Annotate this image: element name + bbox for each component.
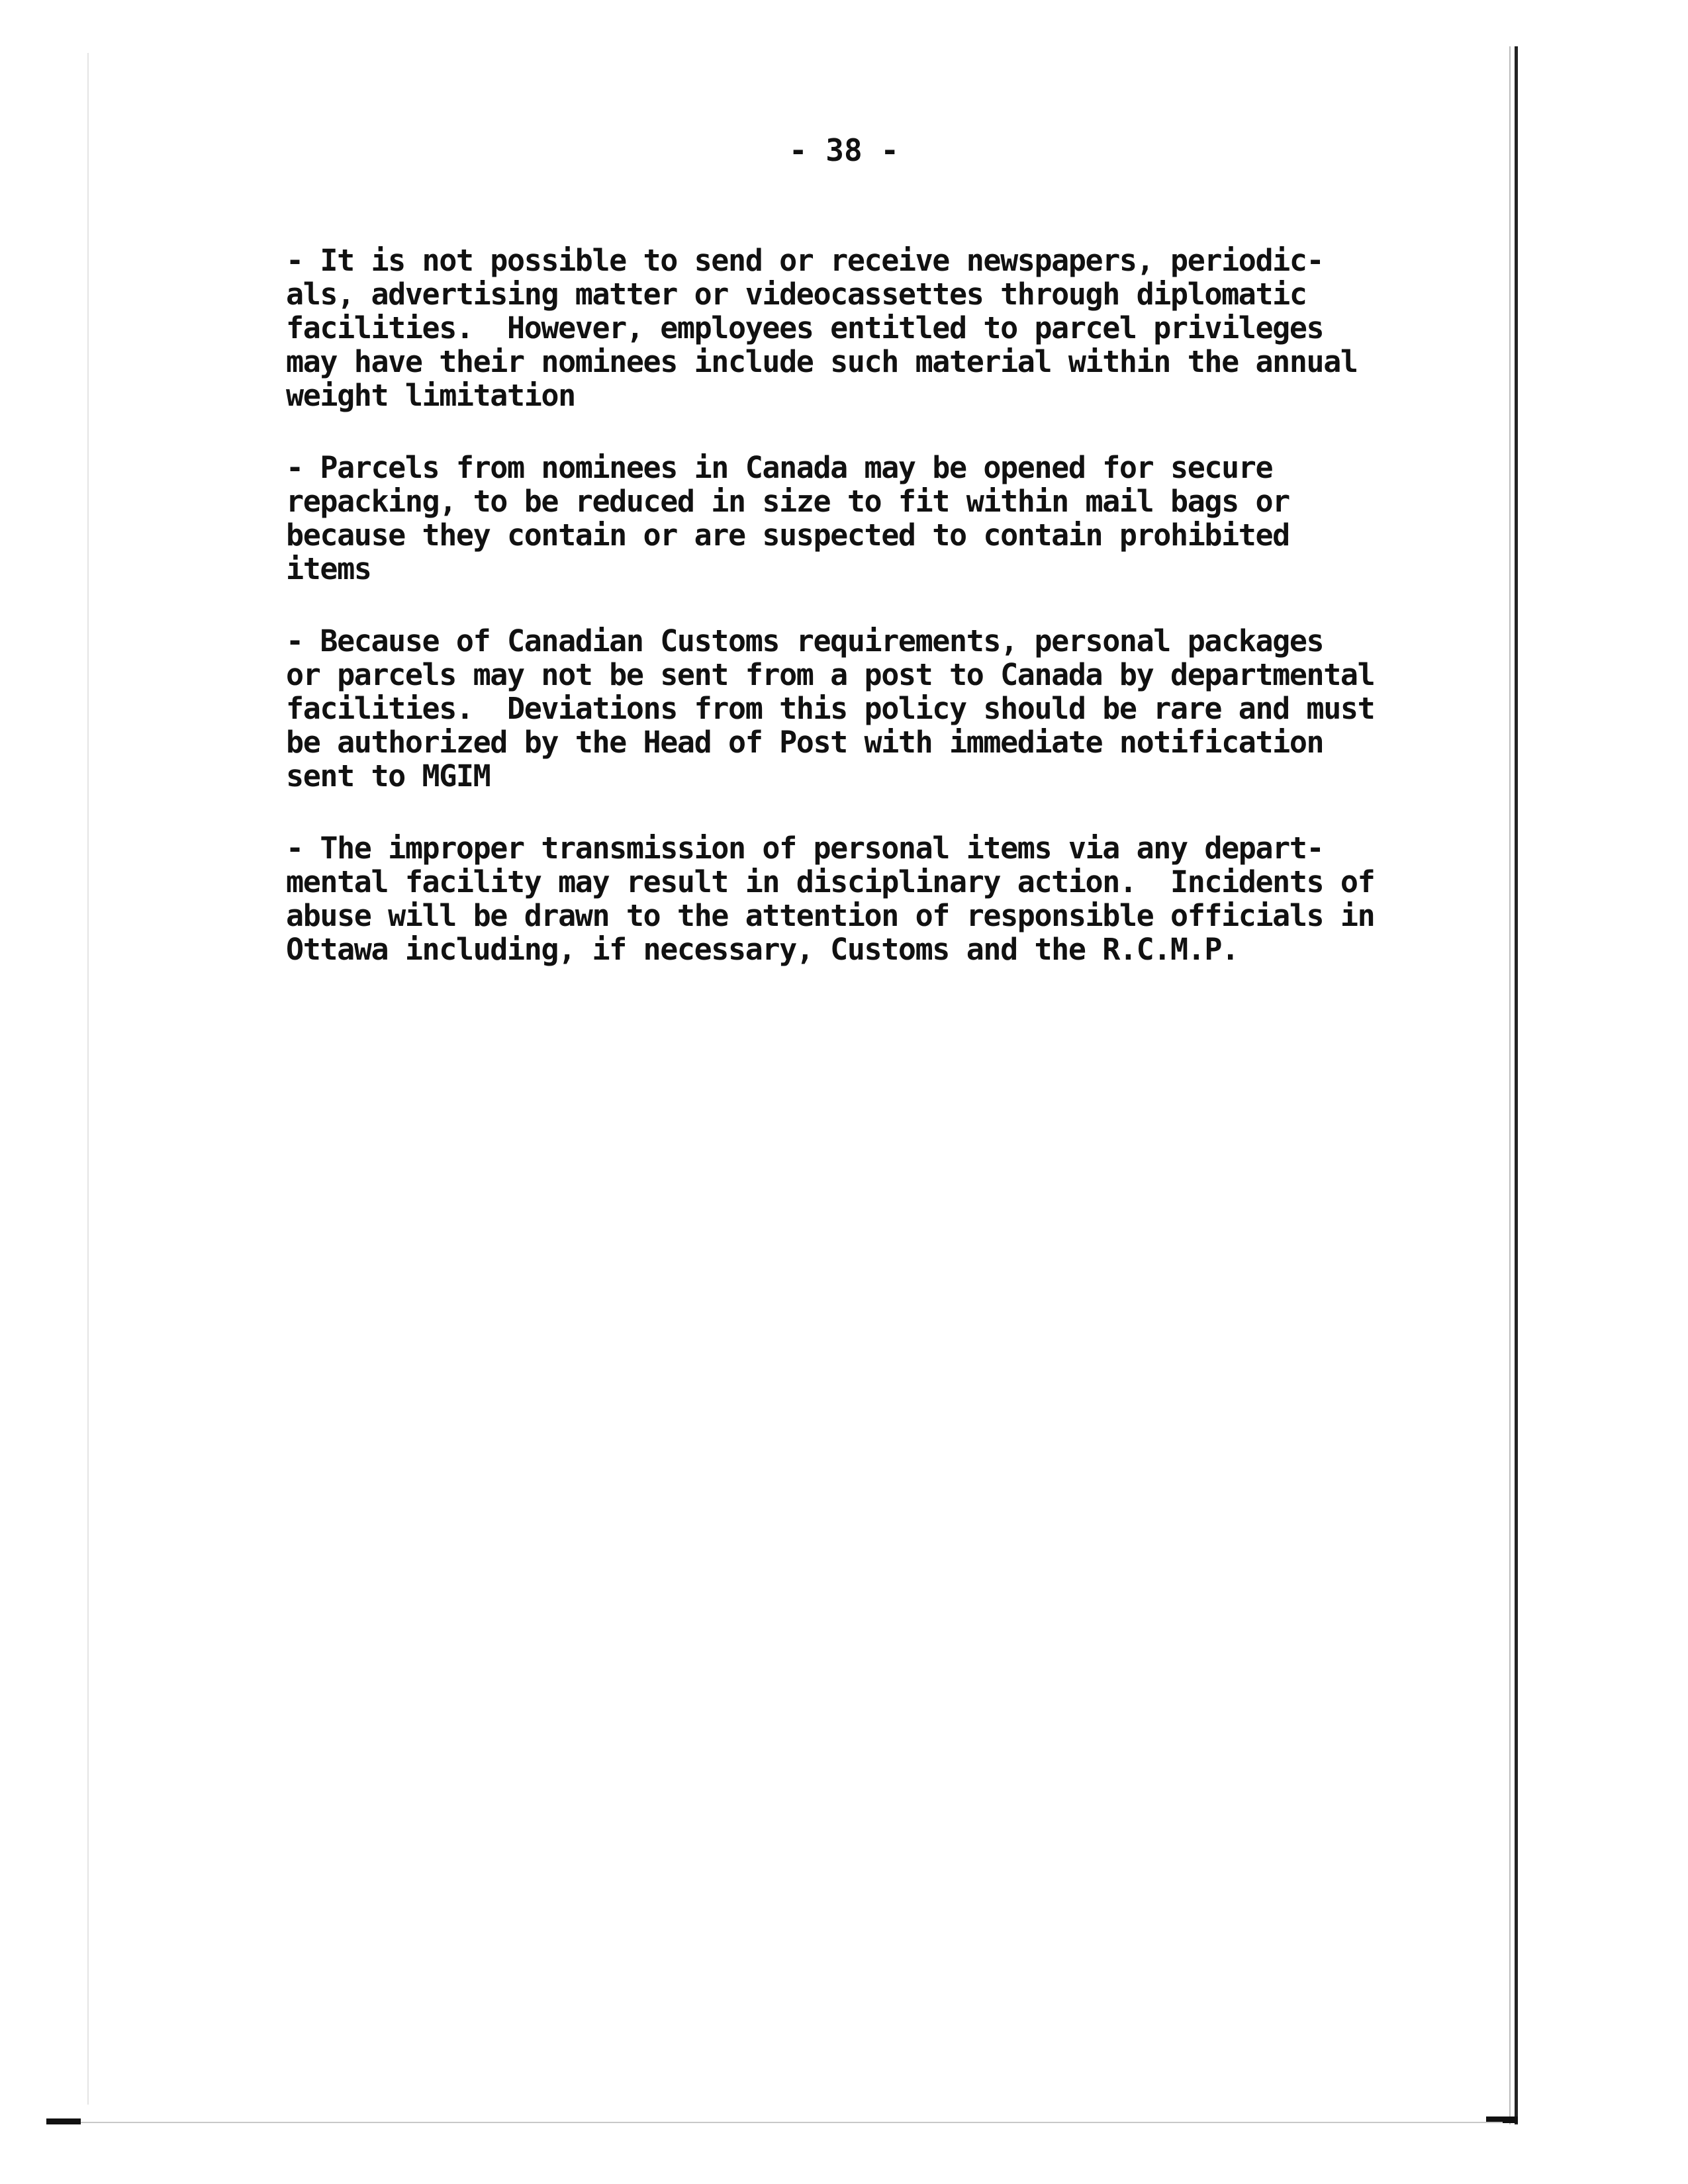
page-number: - 38 - [788, 132, 900, 168]
text-line: abuse will be drawn to the attention of responsible officials in [286, 898, 1375, 933]
scan-edge-left [87, 53, 89, 2105]
text-line: or parcels may not be sent from a post to Canada by departmental [286, 657, 1375, 692]
text-line: - Parcels from nominees in Canada may be opened for secure [286, 450, 1273, 485]
text-line: items [286, 551, 371, 586]
text-line: mental facility may result in disciplinary action. Incidents of [286, 864, 1375, 899]
text-line: als, advertising matter or videocassettes through diplomatic [286, 277, 1307, 312]
text-line: facilities. However, employees entitled to parcel privileges [286, 310, 1324, 345]
text-line: - The improper transmission of personal items via any depart- [286, 831, 1324, 866]
text-line: weight limitation [286, 378, 575, 413]
paragraph-parcels [286, 451, 1451, 586]
paragraph-discipline [286, 831, 1451, 966]
paragraph-newspapers [286, 244, 1451, 412]
scan-edge-bottom-left [46, 2118, 81, 2124]
body-text [286, 244, 1451, 1005]
text-line: because they contain or are suspected to contain prohibited [286, 518, 1289, 553]
paragraph-customs [286, 624, 1451, 793]
text-line: - Because of Canadian Customs requirements, personal packages [286, 623, 1324, 659]
scan-edge-right [1515, 46, 1518, 2124]
text-line: Ottawa including, if necessary, Customs and the R.C.M.P. [286, 932, 1239, 967]
scan-edge-right-shadow [1509, 46, 1511, 2124]
scan-edge-bottom [46, 2122, 1503, 2123]
text-line: repacking, to be reduced in size to fit within mail bags or [286, 484, 1289, 519]
text-line: facilities. Deviations from this policy should be rare and must [286, 691, 1375, 726]
text-line: - It is not possible to send or receive newspapers, periodic- [286, 243, 1324, 278]
text-line: be authorized by the Head of Post with immediate notification [286, 725, 1324, 760]
text-line: sent to MGIM [286, 758, 491, 794]
text-line: may have their nominees include such material within the annual [286, 344, 1358, 379]
